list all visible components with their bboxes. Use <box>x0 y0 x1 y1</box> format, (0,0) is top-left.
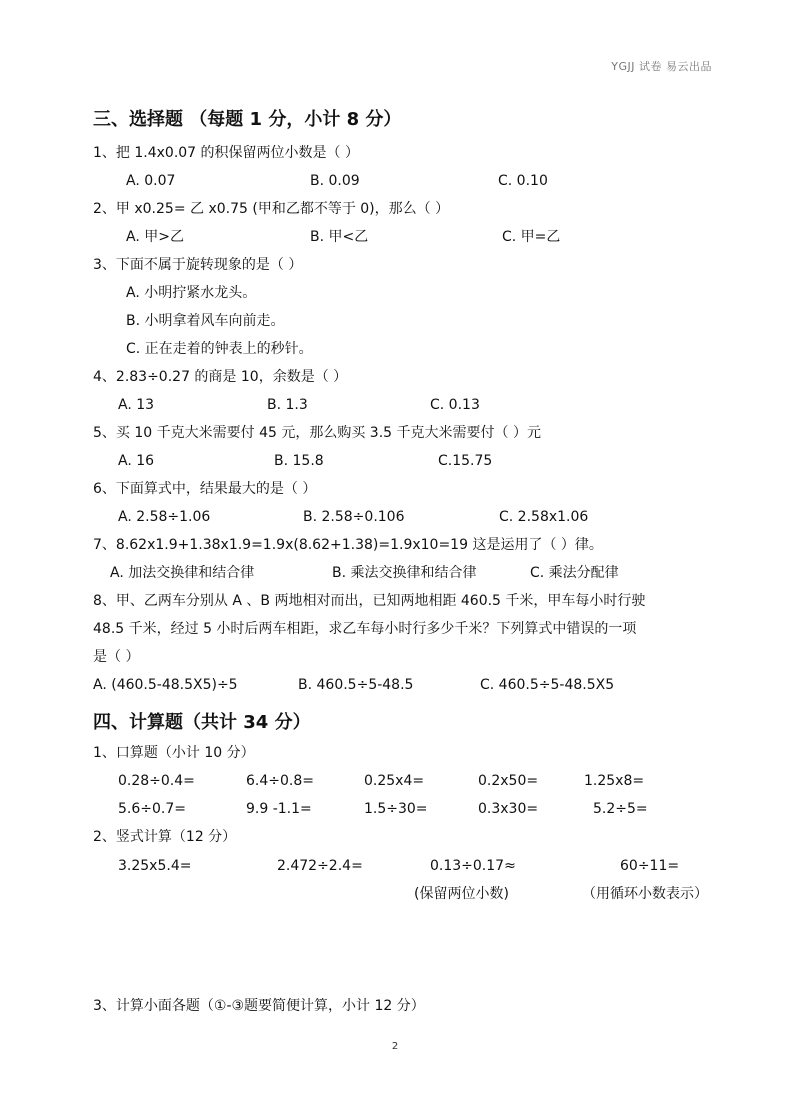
q2-option-c: C. 甲=乙 <box>502 229 561 245</box>
q5-stem: 5、买 10 千克大米需要付 45 元，那么购买 3.5 千克大米需要付（ ）元 <box>93 425 541 441</box>
q3-option-a: A. 小明拧紧水龙头。 <box>126 285 257 301</box>
q6-option-b: B. 2.58÷0.106 <box>303 509 405 525</box>
q8-stem-line2: 48.5 千米，经过 5 小时后两车相距，求乙车每小时行多少千米？下列算式中错误的一项 <box>93 621 637 637</box>
p1-item: 5.6÷0.7= <box>118 801 186 817</box>
p1-item: 6.4÷0.8= <box>246 773 314 789</box>
p2-item: 2.472÷2.4= <box>277 858 363 874</box>
q6-option-a: A. 2.58÷1.06 <box>118 509 211 525</box>
p1-item: 0.3x30= <box>478 801 539 817</box>
p2-item: 3.25x5.4= <box>118 858 192 874</box>
p3-stem: 3、计算小面各题（①-③题要简便计算，小计 12 分） <box>93 998 425 1014</box>
q6-option-c: C. 2.58x1.06 <box>499 509 589 525</box>
q8-stem-line1: 8、甲、乙两车分别从 A 、B 两地相对而出，已知两地相距 460.5 千米，甲车每小时行驶 <box>93 593 646 609</box>
p1-item: 9.9 -1.1= <box>246 801 312 817</box>
q8-stem-line3: 是（ ） <box>93 649 140 665</box>
section-4-title: 四、计算题（共计 34 分） <box>93 712 311 733</box>
p2-note-rounding: (保留两位小数) <box>414 886 509 902</box>
q4-option-a: A. 13 <box>118 397 155 413</box>
q4-stem: 4、2.83÷0.27 的商是 10，余数是（ ） <box>93 369 348 385</box>
p1-item: 0.2x50= <box>478 773 539 789</box>
q1-option-a: A. 0.07 <box>126 173 176 189</box>
section-3-title: 三、选择题 （每题 1 分，小计 8 分） <box>93 109 402 130</box>
q4-option-c: C. 0.13 <box>430 397 480 413</box>
p2-item: 60÷11= <box>620 858 680 874</box>
p2-stem: 2、竖式计算（12 分） <box>93 829 237 845</box>
q7-stem: 7、8.62x1.9+1.38x1.9=1.9x(8.62+1.38)=1.9x10=19 这是运用了（ ）律。 <box>93 537 603 553</box>
p1-item: 5.2÷5= <box>593 801 648 817</box>
q3-stem: 3、下面不属于旋转现象的是（ ） <box>93 257 303 273</box>
q1-option-b: B. 0.09 <box>310 173 360 189</box>
q1-option-c: C. 0.10 <box>498 173 548 189</box>
q3-option-c: C. 正在走着的钟表上的秒针。 <box>126 341 313 357</box>
p2-note-repeating: （用循环小数表示） <box>582 886 708 902</box>
q5-option-c: C.15.75 <box>438 453 493 469</box>
p1-stem: 1、口算题（小计 10 分） <box>93 745 255 761</box>
p2-item: 0.13÷0.17≈ <box>430 858 516 874</box>
q3-option-b: B. 小明拿着风车向前走。 <box>126 313 285 329</box>
q7-option-a: A. 加法交换律和结合律 <box>110 565 255 581</box>
p1-item: 1.5÷30= <box>364 801 428 817</box>
q5-option-a: A. 16 <box>118 453 155 469</box>
q1-stem: 1、把 1.4x0.07 的积保留两位小数是（ ） <box>93 145 359 161</box>
q2-option-a: A. 甲>乙 <box>126 229 184 245</box>
p1-item: 1.25x8= <box>584 773 645 789</box>
p1-item: 0.28÷0.4= <box>118 773 195 789</box>
q7-option-b: B. 乘法交换律和结合律 <box>332 565 477 581</box>
page-header: YGJJ 试卷 易云出品 <box>611 60 712 73</box>
page-number: 2 <box>391 1041 399 1052</box>
q8-option-b: B. 460.5÷5-48.5 <box>298 677 414 693</box>
p1-item: 0.25x4= <box>364 773 425 789</box>
q8-option-a: A. (460.5-48.5X5)÷5 <box>93 677 238 693</box>
q2-option-b: B. 甲<乙 <box>310 229 369 245</box>
q2-stem: 2、甲 x0.25= 乙 x0.75 (甲和乙都不等于 0)，那么（ ） <box>93 201 450 217</box>
q6-stem: 6、下面算式中，结果最大的是（ ） <box>93 481 317 497</box>
q4-option-b: B. 1.3 <box>267 397 308 413</box>
q5-option-b: B. 15.8 <box>274 453 324 469</box>
q8-option-c: C. 460.5÷5-48.5X5 <box>480 677 615 693</box>
q7-option-c: C. 乘法分配律 <box>530 565 619 581</box>
